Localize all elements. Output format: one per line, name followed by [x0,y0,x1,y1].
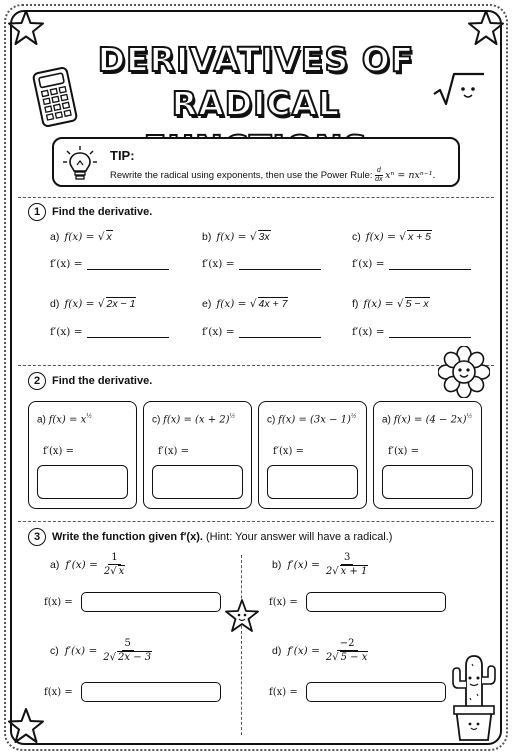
problem-1b: b) f(x) = √ 3x [202,231,270,243]
section-label: Find the derivative. [52,375,153,387]
fraction-numerator: 1 [108,552,120,565]
tip-box [52,137,460,187]
derivative-card [143,401,252,509]
answer-1b [202,258,321,270]
sqrt-face-icon [432,70,486,110]
problem-lhs: f(x) = [365,231,400,243]
answer-box[interactable] [81,592,221,612]
answer-label: f′(x) = [50,326,83,338]
fraction-denominator: 2√ x + 1 [325,566,368,577]
problem-lhs: f′(x) = [64,645,98,657]
problem-letter: c) [152,414,161,426]
answer-label: f′(x) = [202,326,235,338]
answer-3a [44,592,221,612]
section-label [52,531,392,543]
section-2-header [28,372,152,390]
problem-3b [272,552,370,578]
radicand: 5 − x [405,298,429,310]
problem-letter: d) [272,645,282,657]
derivative-fraction [101,638,154,664]
rule-denominator: dx [375,176,383,183]
lightbulb-icon [62,145,98,183]
answer-blank[interactable] [239,260,321,270]
answer-label: f′(x) = [202,258,235,270]
problem-lhs: f(x) = [216,298,250,310]
power-rule-formula: xⁿ = nxⁿ⁻¹. [385,170,436,182]
problem-lhs: f(x) = [216,231,250,243]
title-line-1: DERIVATIVES OF [97,40,415,79]
tip-text [110,167,436,184]
problem-lhs: f′(x) = [287,645,320,657]
problem-1f: f) f(x) = √ 5 − x [352,298,429,310]
answer-3b [269,592,446,612]
problem-letter: b) [272,559,282,571]
answer-label: f′(x) = [43,446,74,457]
radicand: x [106,231,112,243]
card-expression: f(x) = x [48,414,87,426]
answer-box[interactable] [37,465,128,499]
card-expression: f(x) = (3x − 1) [278,414,351,426]
problem-1c: c) f(x) = √ x + 5 [352,231,431,243]
section-hint: (Hint: Your answer will have a radical.) [206,531,393,543]
fx-label: f(x) = [44,686,73,698]
derivative-card [373,401,482,509]
section-1-header [28,203,152,221]
answer-box[interactable] [306,682,446,702]
fraction-denominator: 2√ 2x − 3 [103,652,152,663]
answer-1e [202,326,321,338]
problem-letter: a) [50,231,60,243]
card-problem [267,413,357,425]
problem-letter: d) [50,298,60,310]
answer-blank[interactable] [389,260,471,270]
answer-blank[interactable] [389,328,471,338]
answer-blank[interactable] [87,328,169,338]
problem-lhs: f(x) = [64,231,98,243]
derivative-fraction [102,552,127,578]
star-icon [466,8,506,48]
flower-icon [438,346,490,398]
problem-lhs: f(x) = [363,298,397,310]
problem-letter: b) [202,231,212,243]
answer-1f [352,326,471,338]
derivative-fraction [324,638,371,664]
answer-box[interactable] [81,682,221,702]
answer-box[interactable] [306,592,446,612]
fraction-numerator: 5 [122,638,134,651]
answer-box[interactable] [152,465,243,499]
answer-label: f′(x) = [352,326,385,338]
column-divider [241,555,242,735]
problem-1e: e) f(x) = √ 4x + 7 [202,298,288,310]
fx-label: f(x) = [269,686,298,698]
answer-box[interactable] [382,465,473,499]
problem-lhs: f(x) = [64,298,98,310]
problem-letter: f) [352,298,359,310]
fraction-denominator: 2√ 5 − x [325,652,368,663]
radicand: 3x [258,231,270,243]
problem-letter: a) [37,414,46,426]
card-exponent: ½ [466,413,473,420]
section-3-header [28,528,392,546]
answer-label: f′(x) = [158,446,189,457]
section-number: 1 [28,203,46,221]
tip-heading: TIP: [110,148,135,163]
answer-label: f′(x) = [388,446,419,457]
title-line-2: RADICAL [171,84,341,123]
problem-3c [50,638,154,664]
fx-label: f(x) = [269,596,298,608]
star-face-icon [224,598,260,634]
fx-label: f(x) = [44,596,73,608]
card-expression: f(x) = (4 − 2x) [393,414,467,426]
radicand: 4x + 7 [258,298,288,310]
answer-1d [50,326,169,338]
section-number: 2 [28,372,46,390]
problem-lhs: f′(x) = [65,559,98,571]
problem-letter: a) [50,559,60,571]
section-divider [18,521,494,522]
problem-1d: d) f(x) = √ 2x − 1 [50,298,136,310]
card-expression: f(x) = (x + 2) [163,414,230,426]
answer-3c [44,682,221,702]
problem-lhs: f′(x) = [287,559,320,571]
rule-numerator: d [376,167,381,174]
card-exponent: ½ [350,413,357,420]
problem-letter: e) [202,298,212,310]
problem-letter: c) [267,414,276,426]
cactus-icon [448,650,500,742]
card-problem [152,413,235,425]
problem-letter: c) [352,231,361,243]
answer-label: f′(x) = [273,446,304,457]
answer-3d [269,682,446,702]
power-rule-derivative-operator [375,167,382,184]
radicand: 2x − 1 [106,298,136,310]
problem-letter: c) [50,645,59,657]
answer-label: f′(x) = [352,258,385,270]
star-icon [6,8,46,48]
answer-blank[interactable] [87,260,169,270]
answer-1a [50,258,169,270]
section-number: 3 [28,528,46,546]
answer-1c [352,258,471,270]
card-exponent: ½ [86,413,93,420]
problem-3a [50,552,127,578]
fraction-numerator: 3 [341,552,353,565]
derivative-card [28,401,137,509]
problem-1a: a) f(x) = √ x [50,231,112,243]
section-divider [18,197,494,198]
card-exponent: ½ [229,413,236,420]
answer-box[interactable] [267,465,358,499]
problem-letter: a) [382,414,391,426]
fraction-numerator: −2 [337,638,358,651]
radicand: x + 5 [407,231,431,243]
answer-blank[interactable] [239,328,321,338]
card-problem [37,413,92,425]
section-label-text: Write the function given f′(x). [52,531,203,543]
problem-3d [272,638,370,664]
section-label: Find the derivative. [52,206,153,218]
star-icon [6,706,46,746]
section-divider [18,365,494,366]
answer-label: f′(x) = [50,258,83,270]
derivative-fraction [324,552,371,578]
derivative-card [258,401,367,509]
fraction-denominator: 2√ x [103,566,125,577]
tip-sentence: Rewrite the radical using exponents, then use the Power Rule: [110,170,373,182]
card-problem [382,413,472,425]
